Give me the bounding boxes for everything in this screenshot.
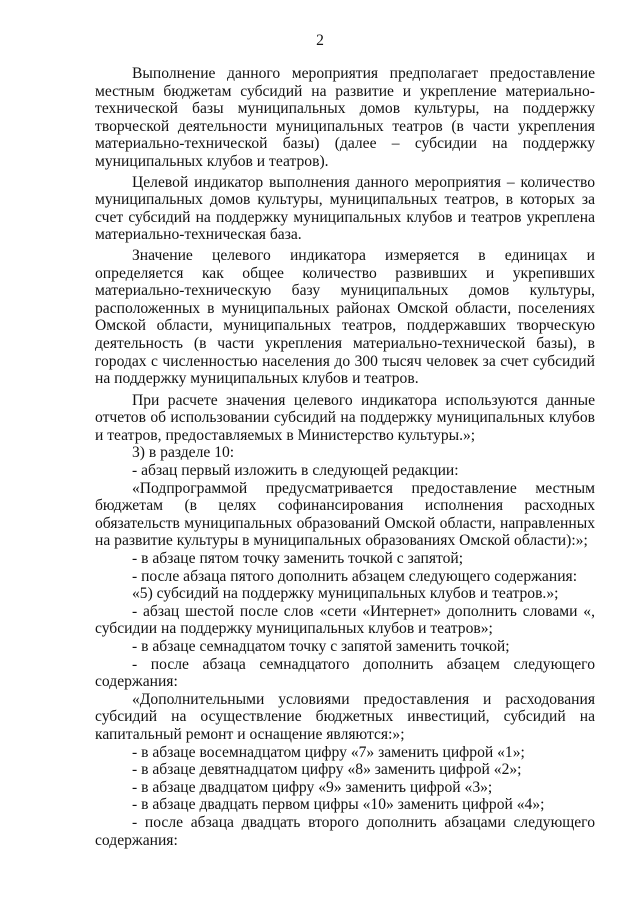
paragraph: Значение целевого индикатора измеряется в единицах и определяется как общее количество развивших и укрепивших материально-техническую базу муниципальных домов культуры, расположенных в муниципальных районах Омской области, поселениях Омской области, муниципальных театров, поддержавших творческую деятельность (в части укрепления материально-технической базы), в городах с численностью населения до 300 тысяч человек за счет субсидий на поддержку муниципальных клубов и театров. — [95, 246, 595, 388]
paragraph: Выполнение данного мероприятия предполагает предоставление местным бюджетам субсидий на развитие и укрепление материально-технической базы муниципальных домов культуры, на поддержку творческой деятельности муниципальных театров (в части укрепления материально-технической базы) (далее – субсидии на поддержку муниципальных клубов и театров). — [95, 65, 595, 170]
paragraph: Целевой индикатор выполнения данного мероприятия – количество муниципальных домов культуры, муниципальных театров, в которых за счет субсидий на поддержку муниципальных клубов и театров укреплена материально-техническая база. — [95, 173, 595, 244]
paragraph: «Дополнительными условиями предоставления и расходования субсидий на осуществление бюджетных инвестиций, субсидий на капитальный ремонт и оснащение являются:»; — [95, 690, 595, 743]
paragraph: 3) в разделе 10: — [132, 444, 235, 462]
paragraph: При расчете значения целевого индикатора используются данные отчетов об использовании субсидий на поддержку муниципальных клубов и театров, предоставляемых в Министерство культуры.»; — [95, 391, 595, 444]
paragraph: - в абзаце восемнадцатом цифру «7» заменить цифрой «1»; — [132, 743, 525, 761]
paragraph: - в абзаце девятнадцатом цифру «8» заменить цифрой «2»; — [132, 761, 522, 779]
paragraph: «Подпрограммой предусматривается предоставление местным бюджетам (в целях софинансирования исполнения расходных обязательств муниципальных образований Омской области, направленных на развитие культуры в муниципальных образованиях Омской области):»; — [95, 479, 595, 550]
paragraph: - в абзаце семнадцатом точку с запятой заменить точкой; — [132, 638, 510, 655]
paragraph: - после абзаца двадцать второго дополнить абзацами следующего содержания: — [95, 813, 595, 849]
paragraph: - абзац шестой после слов «сети «Интернет» дополнить словами «, субсидии на поддержку муниципальных клубов и театров»; — [95, 602, 595, 638]
paragraph: - после абзаца семнадцатого дополнить абзацем следующего содержания: — [95, 655, 595, 691]
paragraph: «5) субсидий на поддержку муниципальных клубов и театров.»; — [132, 585, 559, 603]
paragraph: - в абзаце пятом точку заменить точкой с запятой; — [132, 550, 464, 568]
paragraph: - после абзаца пятого дополнить абзацем следующего содержания: — [132, 567, 578, 585]
page-number: 2 — [316, 32, 324, 49]
paragraph: - абзац первый изложить в следующей редакции: — [132, 462, 459, 480]
document-body — [95, 65, 595, 849]
paragraph: - в абзаце двадцатом цифру «9» заменить цифрой «3»; — [132, 778, 493, 796]
paragraph: - в абзаце двадцать первом цифры «10» заменить цифрой «4»; — [132, 796, 545, 814]
